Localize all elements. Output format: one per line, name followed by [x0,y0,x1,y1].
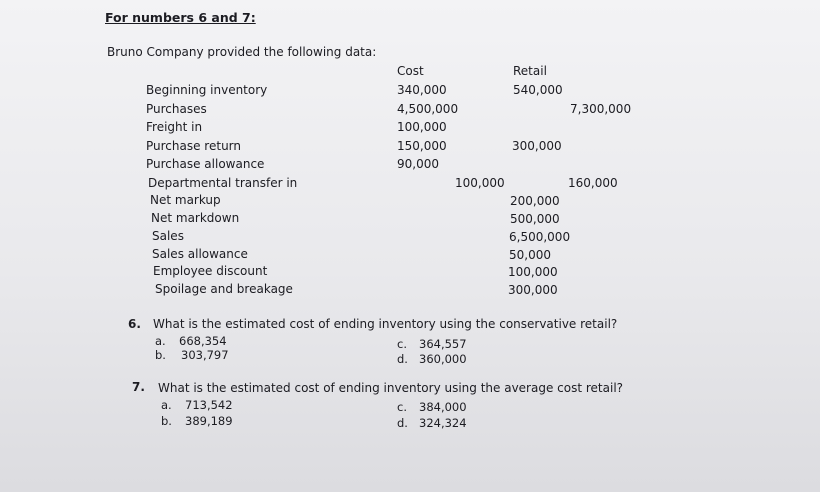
option-value: 303,797 [181,348,229,362]
row-label: Employee discount [153,264,268,278]
retail-value: 6,500,000 [509,230,571,244]
cost-value: 4,500,000 [397,102,459,116]
row-label: Freight in [146,120,203,134]
retail-far-value: 7,300,000 [570,102,632,116]
option-letter: c. [397,400,407,414]
option-letter: d. [397,416,408,430]
retail-value: 500,000 [510,212,560,226]
retail-value: 300,000 [508,283,558,297]
option-value: 364,557 [419,337,467,351]
retail-column-header: Retail [513,64,547,78]
question-text: What is the estimated cost of ending inventory using the conservative retail? [153,317,618,331]
option-value: 713,542 [185,398,233,412]
row-label: Net markup [150,193,221,207]
cost-value: 100,000 [397,120,447,134]
intro-text: Bruno Company provided the following data: [107,45,377,59]
option-value: 389,189 [185,414,233,428]
option-letter: b. [161,414,172,428]
question-number: 6. [128,317,141,331]
row-label: Sales allowance [152,247,248,261]
option-letter: b. [155,348,166,362]
retail-value: 50,000 [509,248,551,262]
row-label: Purchase return [146,139,241,153]
question-number: 7. [132,380,145,394]
cost-transfer-value: 100,000 [455,176,505,190]
option-letter: c. [397,337,407,351]
retail-far-value: 160,000 [568,176,618,190]
retail-value: 300,000 [512,139,562,153]
option-value: 668,354 [179,334,227,348]
section-heading: For numbers 6 and 7: [105,10,256,25]
option-letter: a. [161,398,172,412]
row-label: Spoilage and breakage [155,282,293,296]
row-label: Sales [152,229,184,243]
cost-value: 150,000 [397,139,447,153]
row-label: Beginning inventory [146,83,268,97]
row-label: Net markdown [151,211,240,225]
retail-value: 540,000 [513,83,563,97]
row-label: Purchases [146,102,207,116]
row-label: Departmental transfer in [148,176,298,190]
row-label: Purchase allowance [146,157,265,171]
option-value: 384,000 [419,400,467,414]
option-value: 360,000 [419,352,467,366]
cost-value: 90,000 [397,157,439,171]
cost-value: 340,000 [397,83,447,97]
retail-value: 200,000 [510,194,560,208]
option-letter: a. [155,334,166,348]
question-text: What is the estimated cost of ending inventory using the average cost retail? [158,381,624,395]
option-value: 324,324 [419,416,467,430]
cost-column-header: Cost [397,64,424,78]
retail-value: 100,000 [508,265,558,279]
option-letter: d. [397,352,408,366]
